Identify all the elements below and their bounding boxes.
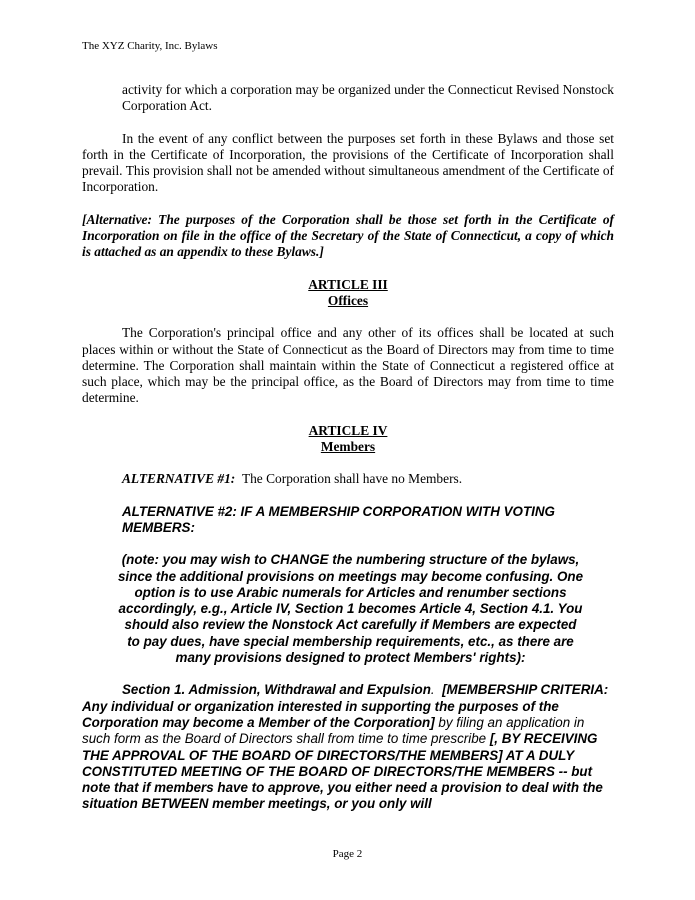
alternative-1-label: ALTERNATIVE #1: (122, 471, 236, 487)
document-body (82, 82, 614, 813)
running-header: The XYZ Charity, Inc. Bylaws (82, 40, 218, 52)
purpose-continuation: activity for which a corporation may be organized under the Connecticut Revised Nonstock Corporation Act. (122, 82, 614, 114)
alternative-2: ALTERNATIVE #2: IF A MEMBERSHIP CORPORATION WITH VOTING MEMBERS: (122, 503, 555, 535)
section-1-paragraph (82, 682, 614, 812)
page-number: Page 2 (332, 848, 363, 860)
section-1-period: . (430, 682, 435, 698)
section-1-title: Section 1. Admission, Withdrawal and Expulsion (122, 682, 431, 698)
section-1-plain: by filing an application in such form as the Board of Directors shall from time to time prescribe (82, 714, 585, 747)
article-4-title: Members (320, 439, 376, 455)
article-3-title: Offices (327, 292, 369, 308)
numbering-note: (note: you may wish to CHANGE the numbering structure of the bylaws, since the additional provisions on meetings may become confusing. One option is to use Arabic numerals for Articles and renumber sections accordingly, e.g., Article IV, Section 1 becomes Article 4, Section 4.1. You should also review the Nonstock Act carefully if Members are expected to pay dues, have special membership requirements, etc., as there are many provisions designed to protect Members' rights): (117, 552, 584, 666)
alternative-purposes: [Alternative: The purposes of the Corporation shall be those set forth in the Certificate of Incorporation on file in the office of the Secretary of the State of Connecticut, a copy of which is attached as an appendix to these Bylaws.] (82, 211, 614, 260)
article-3-heading: ARTICLE III (308, 276, 388, 292)
section-1-criteria: [MEMBERSHIP CRITERIA: Any individual or organization interested in supporting the purposes of the Corporation may become a Member of the Corporation] (82, 682, 609, 730)
offices-paragraph: The Corporation's principal office and any other of its offices shall be located at such places within or without the State of Connecticut as the Board of Directors may from time to time determine. The Corporation shall maintain within the State of Connecticut a registered office at such place, which may be the principal office, as the Board of Directors may from time to time determine. (82, 325, 614, 406)
alternative-1-text: The Corporation shall have no Members. (241, 471, 463, 487)
alternative-1 (122, 471, 614, 487)
article-4-heading: ARTICLE IV (308, 422, 388, 438)
section-1-bold: [, BY RECEIVING THE APPROVAL OF THE BOARD OF DIRECTORS/THE MEMBERS] AT A DULY CONSTITUTED MEETING OF THE BOARD OF DIRECTORS/THE MEMBERS -- but note that if members have to approve, you either need a provision to deal with the situation BETWEEN member meetings, or you only will (82, 731, 603, 812)
conflict-paragraph: In the event of any conflict between the purposes set forth in these Bylaws and those set forth in the Certificate of Incorporation, the provisions of the Certificate of Incorporation shall prevail. This provision shall not be amended without simultaneous amendment of the Certificate of Incorporation. (82, 130, 614, 195)
